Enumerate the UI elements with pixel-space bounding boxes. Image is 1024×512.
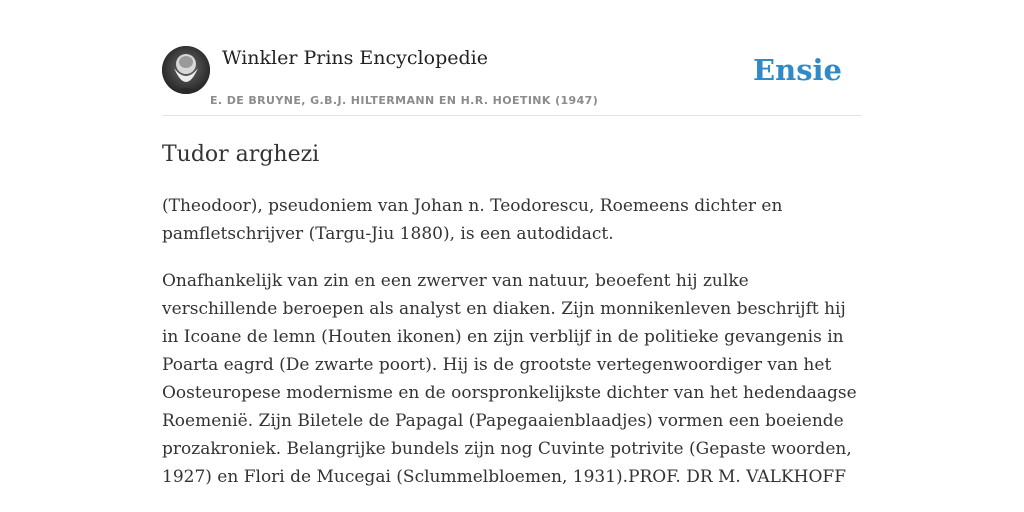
source-title[interactable]: Winkler Prins Encyclopedie — [222, 47, 488, 69]
article-paragraph: Onafhankelijk van zin en een zwerver van natuur, beoefent hij zulke verschillende beroepen als analyst en diaken. Zijn monnikenleven beschrijft hij in Icoane de lemn (Houten ikonen) en zijn verblijf in de politieke gevangenis in Poarta eagrd (De zwarte poort). Hij is de grootste vertegenwoordiger van het Oosteuropese modernisme en de oorspronkelijkste dichter van het hedendaagse Roemenië. Zijn Biletele de Papagal (Papegaaienblaadjes) vormen een boeiende prozakroniek. Belangrijke bundels zijn nog Cuvinte potrivite (Gepaste woorden, 1927) en Flori de Mucegai (Sclummelbloemen, 1931).PROF. DR M. VALKHOFF — [162, 271, 857, 487]
article-title: Tudor arghezi — [162, 142, 320, 167]
source-authors: E. DE BRUYNE, G.B.J. HILTERMANN EN H.R. HOETINK (1947) — [210, 94, 599, 107]
portrait-photo-icon[interactable] — [162, 46, 210, 94]
brand-logo[interactable]: Ensie — [753, 53, 842, 87]
source-header — [162, 46, 862, 116]
article-paragraph: (Theodoor), pseudoniem van Johan n. Teodorescu, Roemeens dichter en pamfletschrijver (Targu-Jiu 1880), is een autodidact. — [162, 196, 783, 244]
